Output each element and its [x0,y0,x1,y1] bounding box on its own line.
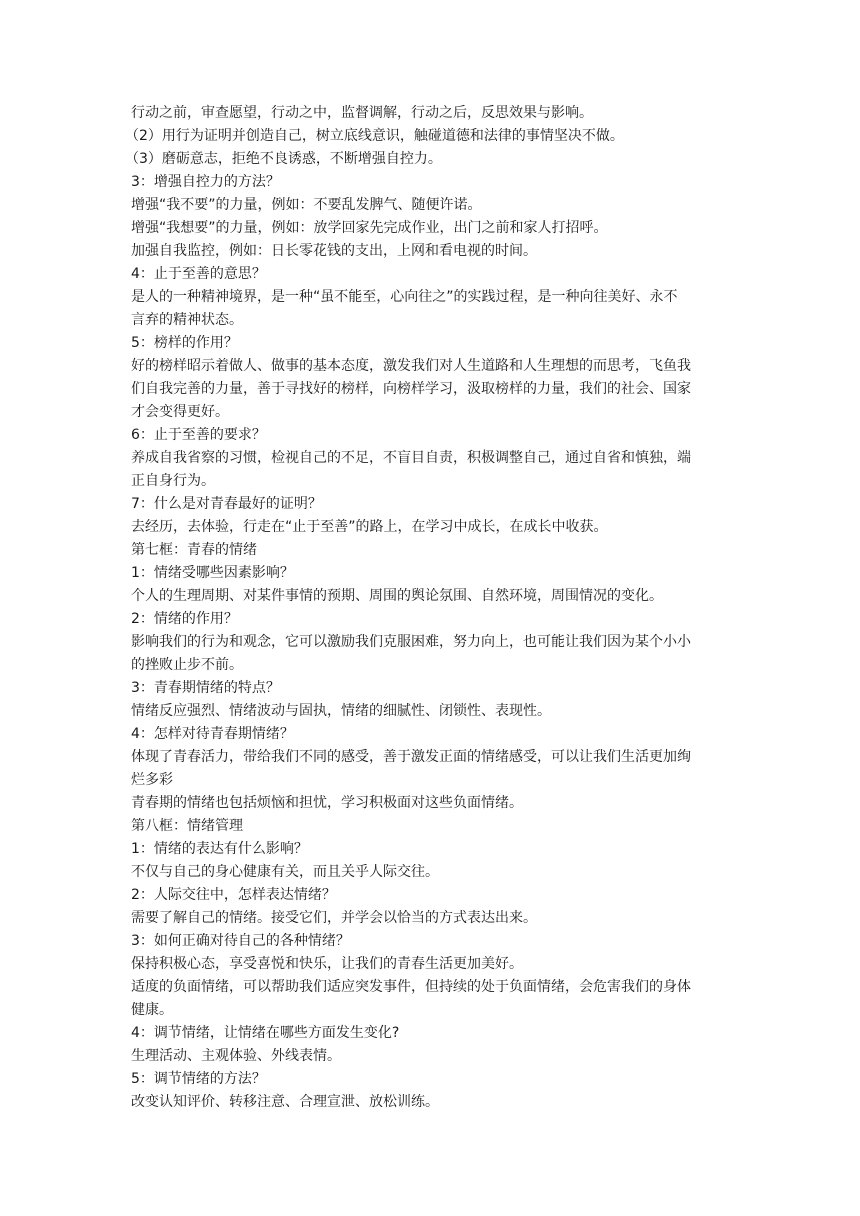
text-line: 适度的负面情绪，可以帮助我们适应突发事件，但持续的处于负面情绪，会危害我们的身体 [131,979,691,995]
text-line: 改变认知评价、转移注意、合理宣泄、放松训练。 [131,1094,439,1110]
question-heading: 4：怎样对待青春期情绪？ [131,726,294,742]
text-line: 是人的一种精神境界，是一种“虽不能至，心向往之”的实践过程，是一种向往美好、永不 [131,289,678,305]
question-heading: 5：榜样的作用？ [131,335,238,351]
text-line: 烂多彩 [131,772,173,788]
text-line: 影响我们的行为和观念，它可以激励我们克服困难，努力向上，也可能让我们因为某个小小 [131,634,691,650]
text-line: 才会变得更好。 [131,404,229,420]
question-heading: 1：情绪受哪些因素影响？ [131,565,294,581]
text-line: 正自身行为。 [131,473,215,489]
question-heading: 1：情绪的表达有什么影响？ [131,841,308,857]
text-line: 们自我完善的力量，善于寻找好的榜样，向榜样学习，汲取榜样的力量，我们的社会、国家 [131,381,691,397]
text-line: 个人的生理周期、对某件事情的预期、周围的舆论氛围、自然环境，周围情况的变化。 [131,588,663,604]
text-line: 青春期的情绪也包括烦恼和担忧，学习积极面对这些负面情绪。 [131,795,523,811]
text-line: 保持积极心态，享受喜悦和快乐，让我们的青春生活更加美好。 [131,956,523,972]
question-heading: 2：人际交往中，怎样表达情绪？ [131,887,336,903]
text-line: （2）用行为证明并创造自己，树立底线意识，触碰道德和法律的事情坚决不做。 [125,128,624,144]
section-heading: 第七框：青春的情绪 [131,542,257,558]
question-heading: 4：止于至善的意思？ [131,266,266,282]
text-line: （3）磨砺意志，拒绝不良诱惑，不断增强自控力。 [125,151,442,167]
question-heading: 3：如何正确对待自己的各种情绪？ [131,933,350,949]
document-body [125,102,731,1114]
text-line: 不仅与自己的身心健康有关，而且关乎人际交往。 [131,864,439,880]
text-line: 情绪反应强烈、情绪波动与固执，情绪的细腻性、闭锁性、表现性。 [131,703,551,719]
question-heading: 2：情绪的作用？ [131,611,238,627]
text-line: 言弃的精神状态。 [131,312,243,328]
text-line: 加强自我监控，例如：日长零花钱的支出，上网和看电视的时间。 [131,243,537,259]
text-line: 增强“我不要”的力量，例如：不要乱发脾气、随便许诺。 [131,197,482,213]
section-heading: 第八框：情绪管理 [131,818,243,834]
text-line: 需要了解自己的情绪。接受它们，并学会以恰当的方式表达出来。 [131,910,537,926]
question-heading: 3：青春期情绪的特点？ [131,680,280,696]
question-heading: 4：调节情绪，让情绪在哪些方面发生变化? [131,1025,400,1041]
question-heading: 3：增强自控力的方法？ [131,174,280,190]
text-line: 的挫败止步不前。 [131,657,243,673]
question-heading: 5：调节情绪的方法？ [131,1071,266,1087]
text-line: 行动之前，审查愿望，行动之中，监督调解，行动之后，反思效果与影响。 [131,105,593,121]
text-line: 去经历，去体验，行走在“止于至善”的路上，在学习中成长，在成长中收获。 [131,519,608,535]
question-heading: 6：止于至善的要求？ [131,427,266,443]
text-line: 好的榜样昭示着做人、做事的基本态度，激发我们对人生道路和人生理想的而思考，飞鱼我 [131,358,691,374]
text-line: 增强“我想要”的力量，例如：放学回家先完成作业，出门之前和家人打招呼。 [131,220,608,236]
question-heading: 7：什么是对青春最好的证明？ [131,496,322,512]
text-line: 体现了青春活力，带给我们不同的感受，善于激发正面的情绪感受，可以让我们生活更加绚 [131,749,691,765]
text-line: 生理活动、主观体验、外线表情。 [131,1048,341,1064]
text-line: 养成自我省察的习惯，检视自己的不足，不盲目自责，积极调整自己，通过自省和慎独，端 [131,450,691,466]
text-line: 健康。 [131,1002,173,1018]
